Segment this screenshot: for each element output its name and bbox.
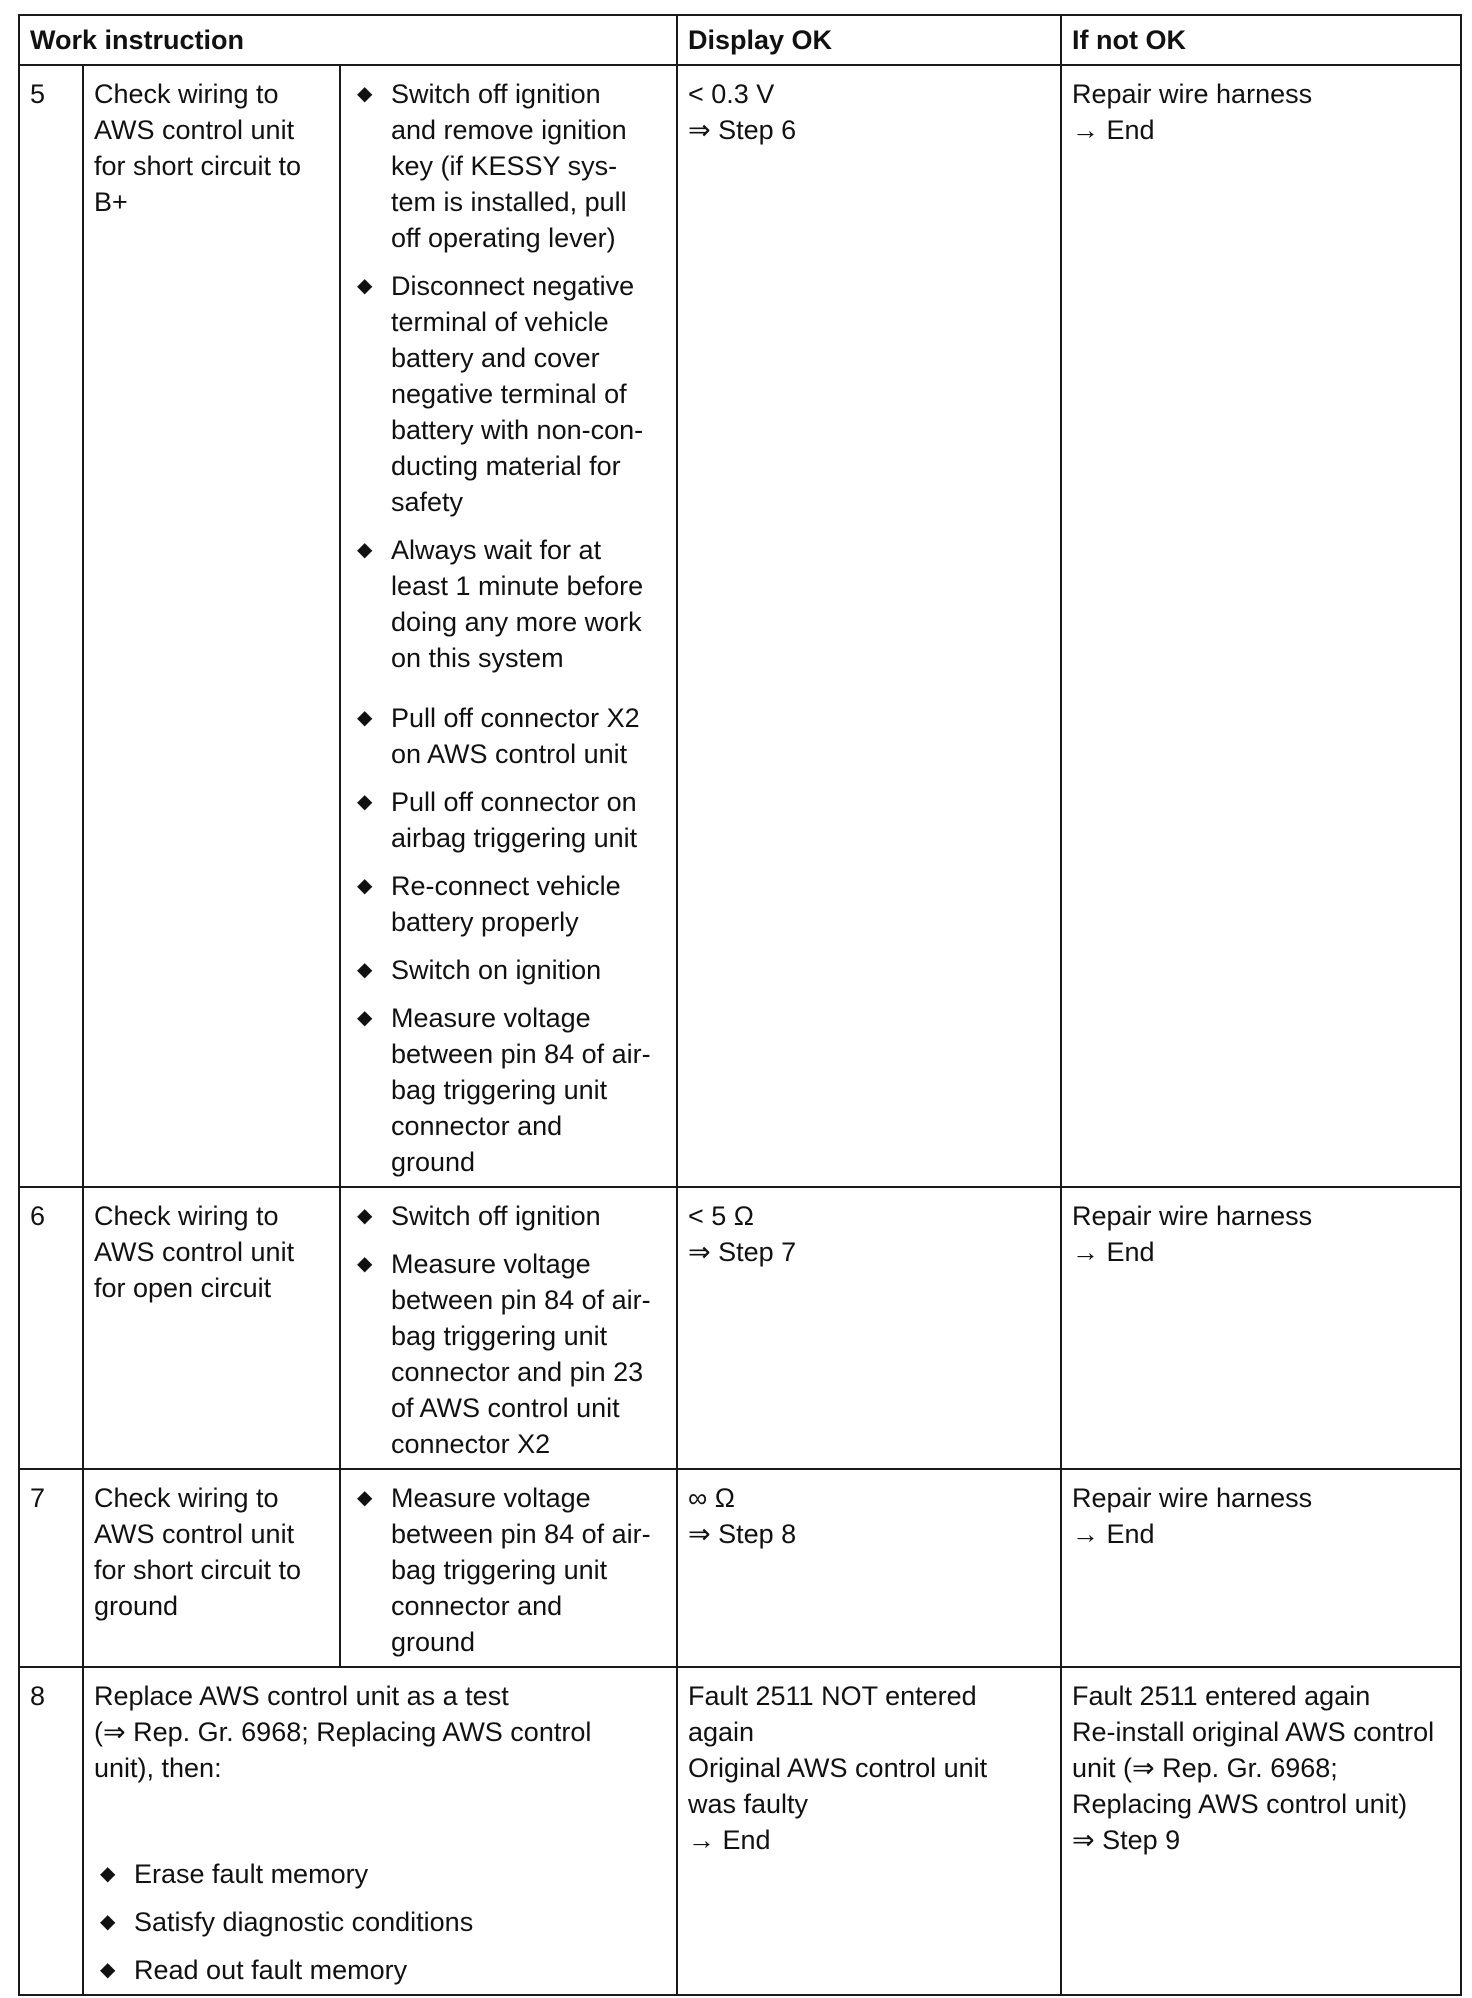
action-item	[351, 1198, 666, 1234]
action-item	[351, 1246, 666, 1462]
action-item	[351, 868, 666, 940]
diamond-bullet-icon: ◆	[357, 1205, 373, 1227]
action-line: battery properly	[391, 907, 579, 937]
display-ok-line: Fault 2511 NOT entered	[688, 1681, 977, 1711]
action-line: battery with non-con-	[391, 415, 644, 445]
diamond-bullet-icon: ◆	[357, 275, 373, 297]
action-line: Always wait for at	[391, 535, 602, 565]
diamond-bullet-icon: ◆	[357, 539, 373, 561]
action-line: Pull off connector on	[391, 787, 637, 817]
action-line: Measure voltage	[391, 1483, 591, 1513]
action-item	[351, 952, 666, 988]
check-line: for short circuit to	[94, 151, 302, 181]
action-line: Measure voltage	[391, 1249, 591, 1279]
action-list	[351, 76, 666, 1180]
work-instruction-table	[18, 14, 1462, 1996]
action-line: Switch off ignition	[391, 1201, 601, 1231]
diamond-bullet-icon: ◆	[357, 1007, 373, 1029]
if-not-ok-line: → End	[1072, 1237, 1155, 1267]
header-work-instruction: Work instruction	[19, 15, 677, 65]
action-line: of AWS control unit	[391, 1393, 620, 1423]
if-not-ok-line: Replacing AWS control unit)	[1072, 1789, 1408, 1819]
action-line: ducting material for	[391, 451, 621, 481]
diamond-bullet-icon: ◆	[357, 959, 373, 981]
display-ok-line: Original AWS control unit	[688, 1753, 988, 1783]
step-number: 5	[19, 65, 83, 1187]
display-ok-cell	[677, 1667, 1061, 1995]
check-line: for open circuit	[94, 1273, 272, 1303]
if-not-ok-cell	[1061, 65, 1461, 1187]
if-not-ok-line: Repair wire harness	[1072, 79, 1313, 109]
check-line: AWS control unit	[94, 1519, 295, 1549]
action-line: Measure voltage	[391, 1003, 591, 1033]
step-row-5	[19, 65, 1461, 1187]
diamond-bullet-icon: ◆	[357, 791, 373, 813]
if-not-ok-line: ⇒ Step 9	[1072, 1825, 1181, 1855]
if-not-ok-line: Repair wire harness	[1072, 1201, 1313, 1231]
step-row-6	[19, 1187, 1461, 1469]
action-list-cell	[340, 1187, 677, 1469]
work-instruction-sheet	[18, 14, 1460, 1996]
display-ok-value: < 0.3 V	[688, 79, 775, 109]
if-not-ok-line: Fault 2511 entered again	[1072, 1681, 1371, 1711]
action-line: bag triggering unit	[391, 1555, 608, 1585]
action-item	[351, 532, 666, 676]
step-number: 6	[19, 1187, 83, 1469]
action-line: negative terminal of	[391, 379, 627, 409]
display-ok-cell	[677, 1469, 1061, 1667]
check-line: AWS control unit	[94, 115, 295, 145]
action-item	[351, 1000, 666, 1180]
display-ok-next: ⇒ Step 7	[688, 1237, 797, 1267]
diamond-bullet-icon: ◆	[357, 875, 373, 897]
intro-line: unit), then:	[94, 1753, 222, 1783]
diamond-bullet-icon: ◆	[357, 83, 373, 105]
action-line: ground	[391, 1147, 476, 1177]
check-line: Check wiring to	[94, 1483, 279, 1513]
action-line: doing any more work	[391, 607, 642, 637]
action-item	[94, 1856, 666, 1892]
action-list-cell	[340, 1469, 677, 1667]
display-ok-line: → End	[688, 1825, 771, 1855]
display-ok-cell	[677, 1187, 1061, 1469]
display-ok-line: was faulty	[688, 1789, 809, 1819]
step-row-8	[19, 1667, 1461, 1995]
diamond-bullet-icon: ◆	[100, 1863, 116, 1885]
action-line: Erase fault memory	[134, 1859, 369, 1889]
action-line: battery and cover	[391, 343, 600, 373]
action-line: least 1 minute before	[391, 571, 644, 601]
if-not-ok-line: unit (⇒ Rep. Gr. 6968;	[1072, 1753, 1338, 1783]
header-display-ok: Display OK	[677, 15, 1061, 65]
check-description	[83, 1469, 340, 1667]
action-line: between pin 84 of air-	[391, 1039, 651, 1069]
action-item	[351, 700, 666, 772]
display-ok-next: ⇒ Step 6	[688, 115, 797, 145]
display-ok-cell	[677, 65, 1061, 1187]
action-line: safety	[391, 487, 464, 517]
action-item	[351, 268, 666, 520]
diamond-bullet-icon: ◆	[357, 1253, 373, 1275]
action-line: airbag triggering unit	[391, 823, 638, 853]
if-not-ok-line: → End	[1072, 1519, 1155, 1549]
action-line: Re-connect vehicle	[391, 871, 621, 901]
header-if-not-ok: If not OK	[1061, 15, 1461, 65]
action-line: tem is installed, pull	[391, 187, 627, 217]
step-number: 7	[19, 1469, 83, 1667]
action-item	[94, 1904, 666, 1940]
action-line: Pull off connector X2	[391, 703, 640, 733]
check-line: Check wiring to	[94, 1201, 279, 1231]
action-line: Read out fault memory	[134, 1955, 408, 1985]
action-line: connector and	[391, 1591, 563, 1621]
step-row-7	[19, 1469, 1461, 1667]
header-row	[19, 15, 1461, 65]
check-description	[83, 65, 340, 1187]
check-line: Check wiring to	[94, 79, 279, 109]
intro-line: Replace AWS control unit as a test	[94, 1681, 509, 1711]
action-line: Disconnect negative	[391, 271, 635, 301]
if-not-ok-cell	[1061, 1469, 1461, 1667]
action-line: Switch on ignition	[391, 955, 602, 985]
check-description	[83, 1187, 340, 1469]
action-list	[351, 1480, 666, 1660]
action-line: bag triggering unit	[391, 1075, 608, 1105]
display-ok-next: ⇒ Step 8	[688, 1519, 797, 1549]
action-line: Satisfy diagnostic conditions	[134, 1907, 474, 1937]
if-not-ok-line: → End	[1072, 115, 1155, 145]
action-item	[351, 76, 666, 256]
replace-instruction-cell	[83, 1667, 677, 1995]
action-item	[94, 1952, 666, 1988]
action-line: on this system	[391, 643, 564, 673]
intro-line: (⇒ Rep. Gr. 6968; Replacing AWS control	[94, 1717, 592, 1747]
action-line: connector X2	[391, 1429, 551, 1459]
if-not-ok-line: Repair wire harness	[1072, 1483, 1313, 1513]
diamond-bullet-icon: ◆	[100, 1911, 116, 1933]
check-line: ground	[94, 1591, 179, 1621]
action-line: bag triggering unit	[391, 1321, 608, 1351]
action-item	[351, 1480, 666, 1660]
action-line: connector and	[391, 1111, 563, 1141]
display-ok-line: again	[688, 1717, 755, 1747]
action-list	[351, 1198, 666, 1462]
check-line: for short circuit to	[94, 1555, 302, 1585]
action-line: ground	[391, 1627, 476, 1657]
step-number: 8	[19, 1667, 83, 1995]
display-ok-value: < 5 Ω	[688, 1201, 754, 1231]
action-line: on AWS control unit	[391, 739, 628, 769]
action-line: between pin 84 of air-	[391, 1519, 651, 1549]
action-line: off operating lever)	[391, 223, 616, 253]
diamond-bullet-icon: ◆	[357, 1487, 373, 1509]
action-line: key (if KESSY sys-	[391, 151, 618, 181]
action-list-cell	[340, 65, 677, 1187]
if-not-ok-line: Re-install original AWS control	[1072, 1717, 1435, 1747]
action-list	[94, 1856, 666, 1988]
replace-intro	[94, 1678, 666, 1786]
check-line: AWS control unit	[94, 1237, 295, 1267]
diamond-bullet-icon: ◆	[100, 1959, 116, 1981]
action-line: between pin 84 of air-	[391, 1285, 651, 1315]
diamond-bullet-icon: ◆	[357, 707, 373, 729]
if-not-ok-cell	[1061, 1667, 1461, 1995]
action-line: connector and pin 23	[391, 1357, 644, 1387]
if-not-ok-cell	[1061, 1187, 1461, 1469]
display-ok-value: ∞ Ω	[688, 1483, 735, 1513]
action-item	[351, 784, 666, 856]
action-line: terminal of vehicle	[391, 307, 609, 337]
check-line: B+	[94, 187, 128, 217]
action-line: and remove ignition	[391, 115, 627, 145]
action-line: Switch off ignition	[391, 79, 601, 109]
